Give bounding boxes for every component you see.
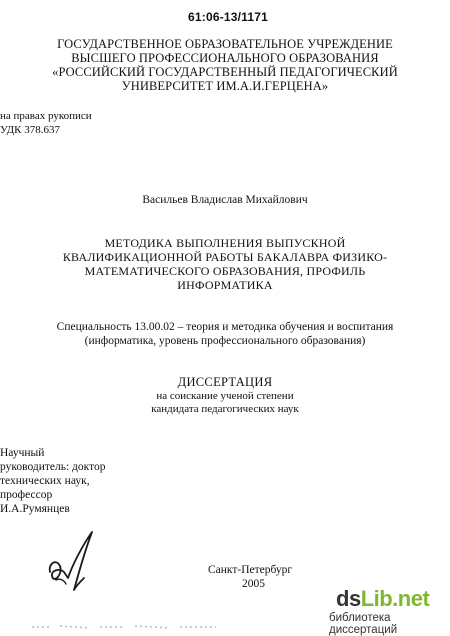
supervisor-line-4: профессор [0, 489, 53, 501]
author-name: Васильев Владислав Михайлович [142, 194, 308, 206]
institution-line-3: «РОССИЙСКИЙ ГОСУДАРСТВЕННЫЙ ПЕДАГОГИЧЕСКИЙ [52, 65, 398, 79]
title-line-3: МАТЕМАТИЧЕСКОГО ОБРАЗОВАНИЯ, ПРОФИЛЬ [84, 264, 366, 278]
specialty-line-1: Специальность 13.00.02 – теория и методика обучения и воспитания [56, 321, 394, 333]
supervisor-line-2: руководитель: доктор [0, 461, 106, 473]
title-line-2: КВАЛИФИКАЦИОННОЙ РАБОТЫ БАКАЛАВРА ФИЗИКО- [62, 250, 388, 264]
document-type: ДИССЕРТАЦИЯ [177, 375, 273, 389]
degree-line-1: на соискание ученой степени [156, 390, 294, 402]
logo-part-lib: Lib.net [360, 586, 430, 611]
manuscript-rights: на правах рукописи [0, 110, 92, 122]
supervisor-name: И.А.Румянцев [0, 503, 70, 515]
handwritten-signature [42, 528, 104, 598]
degree-line-2: кандидата педагогических наук [151, 403, 299, 415]
archive-code: 61:06-13/1171 [188, 10, 269, 24]
city: Санкт-Петербург [208, 564, 293, 576]
scan-noise-decoration [30, 624, 220, 630]
supervisor-line-3: технических наук, [0, 475, 90, 487]
dslib-logo[interactable] [336, 586, 429, 612]
dslib-subtitle: библиотека диссертаций [329, 612, 398, 636]
supervisor-line-1: Научный [0, 447, 45, 459]
udc-code: УДК 378.637 [0, 124, 61, 136]
institution-line-2: ВЫСШЕГО ПРОФЕССИОНАЛЬНОГО ОБРАЗОВАНИЯ [71, 51, 379, 65]
institution-line-1: ГОСУДАРСТВЕННОЕ ОБРАЗОВАТЕЛЬНОЕ УЧРЕЖДЕНИЕ [57, 37, 393, 51]
title-line-1: МЕТОДИКА ВЫПОЛНЕНИЯ ВЫПУСКНОЙ [104, 236, 346, 250]
title-line-4: ИНФОРМАТИКА [177, 278, 273, 292]
logo-part-ds: ds [336, 586, 361, 611]
specialty-line-2: (информатика, уровень профессионального образования) [84, 335, 366, 347]
institution-line-4: УНИВЕРСИТЕТ ИМ.А.И.ГЕРЦЕНА» [121, 79, 329, 93]
year: 2005 [242, 578, 265, 590]
